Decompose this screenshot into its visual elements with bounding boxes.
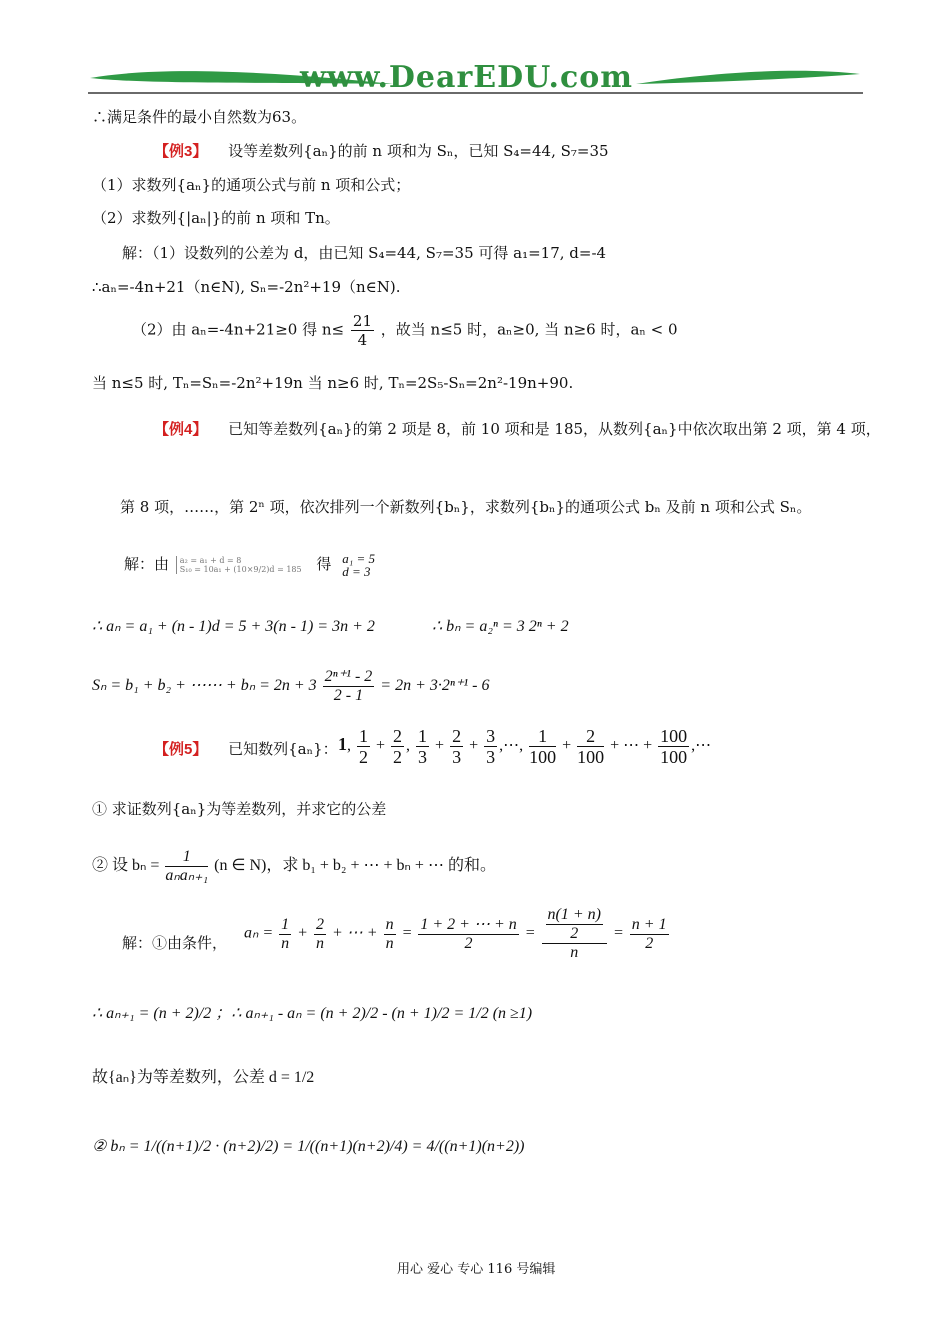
example-5-sequence: 1, $\frac{1}{2}$ + $\frac{2}{2}$ , $\frac{1}{3}$ + $\frac{2}{3}$ + $\frac{3}{3}$ ,⋯, $\frac{1}{100}$ + $\frac{2}{100}$ + ⋯ + $\frac{100}{100}$ ,⋯ [338, 726, 712, 767]
seq-term: $\frac{1}{100}$ [529, 726, 557, 767]
equation-system [176, 556, 302, 574]
example-5-question-2b: (n ∈ N)，求 b₁ + b₂ + ⋯ + bₙ + ⋯ 的和。 [214, 857, 496, 875]
frac-den: aₙaₙ₊₁ [165, 867, 209, 884]
result-system [342, 552, 375, 578]
example-3-tag: 【例3】 [154, 143, 208, 160]
seq-term: $\frac{100}{100}$ [660, 726, 688, 767]
seq-term: $\frac{2}{2}$ [393, 726, 403, 767]
frac-den: 4 [357, 331, 368, 349]
example-3-solution-1: 解：（1）设数列的公差为 d，由已知 S₄=44, S₇=35 可得 a₁=17, d=-4 [122, 244, 607, 262]
frac-num: 2ⁿ⁺¹ - 2 [324, 668, 373, 685]
example-5-solution-4: ② bₙ = 1/((n+1)/2 · (n+2)/2) = 1/((n+1)(n+2)/4) = 4/((n+1)(n+2)) [92, 1138, 525, 1155]
therefore-word: 得 [316, 555, 332, 573]
example-5-tag: 【例5】 [154, 741, 208, 758]
fraction-bn [165, 848, 208, 885]
result-eq-1: a₁ = 5 [342, 551, 375, 566]
seq-term: $\frac{2}{3}$ [452, 726, 462, 767]
frac-den: 2 - 1 [333, 687, 364, 704]
page-footer: 用心 爱心 专心 116 号编辑 [397, 1262, 556, 1277]
example-5-solution-label: 解：①由条件， [122, 934, 228, 952]
fraction-sum [323, 668, 375, 705]
result-eq-2: d = 3 [342, 564, 371, 579]
example-3-solution-2: ∴aₙ=-4n+21（n∈N), Sₙ=-2n²+19（n∈N). [92, 278, 401, 296]
conclusion-line: ∴满足条件的最小自然数为63。 [92, 108, 307, 126]
example-5-question-2a: ② 设 bₙ = [92, 857, 160, 875]
example-4-eq-1: ∴ aₙ = a₁ + (n - 1)d = 5 + 3(n - 1) = 3n + 2 [92, 618, 375, 635]
example-3-question-1: （1）求数列{aₙ}的通项公式与前 n 项和公式； [92, 176, 411, 194]
example-5-solution-2: ∴ aₙ₊₁ = (n + 2)/2 ；∴ aₙ₊₁ - aₙ = (n + 2)/2 - (n + 1)/2 = 1/2 (n ≥1) [92, 1005, 533, 1022]
example-5-text: 已知数列{aₙ}： [228, 740, 338, 758]
example-3-question-2: （2）求数列{|aₙ|}的前 n 项和 Tn。 [92, 209, 340, 227]
seq-term: $\frac{1}{2}$ [359, 726, 368, 767]
example-5-solution-3: 故{aₙ}为等差数列，公差 d = 1/2 [92, 1069, 315, 1086]
example-3-solution-4: 当 n≤5 时, Tₙ=Sₙ=-2n²+19n 当 n≥6 时, Tₙ=2S₅-Sₙ=2n²-19n+90. [92, 374, 574, 392]
example-4-eq-3a: Sₙ = b₁ + b₂ + ⋯⋯ + bₙ = 2n + 3 [92, 677, 317, 695]
example-3-text: 设等差数列{aₙ}的前 n 项和为 Sₙ，已知 S₄=44, S₇=35 [228, 142, 609, 160]
fraction-21-4 [351, 312, 374, 349]
example-3-solution-3b: ，故当 n≤5 时，aₙ≥0, 当 n≥6 时，aₙ < 0 [380, 320, 678, 339]
example-4-text: 已知等差数列{aₙ}的第 2 项是 8，前 10 项和是 185，从数列{aₙ}中依次取出第 2 项，第 4 项， [228, 420, 881, 438]
example-4-tag: 【例4】 [154, 421, 208, 438]
seq-term: $\frac{2}{100}$ [577, 726, 605, 767]
system-eq-2: S₁₀ = 10a₁ + (10×9/2)d = 185 [179, 565, 302, 574]
example-4-eq-2: ∴ bₙ = a₂ⁿ = 3 2ⁿ + 2 [432, 618, 569, 635]
example-3-solution-3a: （2）由 aₙ=-4n+21≥0 得 n≤ [132, 320, 345, 339]
example-4-eq-3b: = 2n + 3·2ⁿ⁺¹ - 6 [380, 677, 490, 695]
system-eq-1: a₂ = a₁ + d = 8 [179, 556, 242, 565]
seq-term: 1 [338, 734, 347, 755]
example-4-text-2: 第 8 项，……，第 2ⁿ 项，依次排列一个新数列{bₙ}，求数列{bₙ}的通项公式 bₙ 及前 n 项和公式 Sₙ。 [120, 498, 812, 516]
example-5-question-1: ① 求证数列{aₙ}为等差数列，并求它的公差 [92, 800, 387, 818]
seq-term: $\frac{1}{3}$ [418, 726, 428, 767]
site-logo: www.DearEDU.com [300, 60, 634, 95]
seq-term: $\frac{3}{3}$ [486, 726, 496, 767]
frac-num: 1 [165, 848, 208, 867]
right-swoosh-icon [636, 71, 860, 84]
frac-num: 21 [352, 312, 372, 330]
example-5-solution-formula: aₙ = $\frac{1}{n}$ + $\frac{2}{n}$ + ⋯ + $\frac{n}{n}$ = $\frac{1 + 2 + \cdots + n}{2}$ = $\frac{\frac{n(1 + n)}{2}}{n}$ = $\frac{n + 1}{2}$ [244, 906, 667, 961]
example-4-solution-label: 解：由 [124, 555, 170, 573]
